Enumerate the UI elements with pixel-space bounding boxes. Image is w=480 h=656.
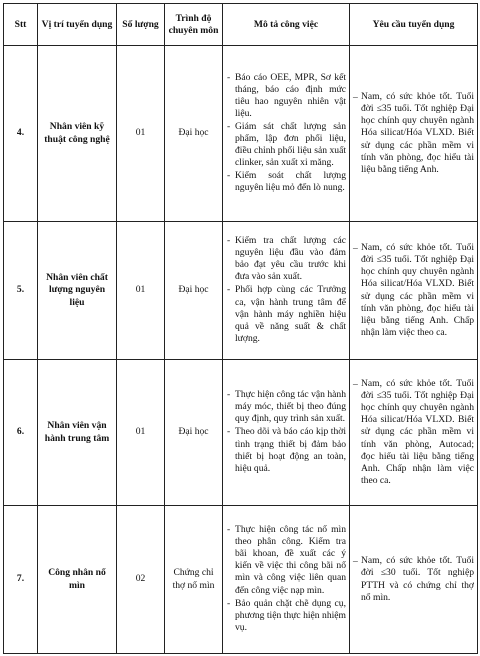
- header-quantity: Số lượng: [117, 4, 165, 46]
- row-level: Đại học: [165, 360, 223, 506]
- header-row: [4, 4, 478, 46]
- table-row: [4, 46, 478, 222]
- row-description: [223, 222, 350, 360]
- requirements-text: _ Nam, có sức khỏe tốt. Tuổi đời ≤35 tuổi. Tốt nghiệp Đại học chính quy chuyên ngành Hóa silicat/Hóa VLXD. Biết sử dụng các phần mềm vi tính văn phòng, Autocad; đọc hiểu tài liệu bằng tiếng Anh. Chấp nhận làm việc theo ca.: [353, 378, 474, 487]
- row-position: Nhân viên vận hành trung tâm: [38, 360, 117, 506]
- row-stt: 7.: [4, 506, 38, 654]
- header-description: Mô tả công việc: [223, 4, 350, 46]
- row-position: Nhân viên chất lượng nguyên liệu: [38, 222, 117, 360]
- description-item: - Báo cáo OEE, MPR, Sơ kết tháng, báo cáo định mức tiêu hao nguyên nhiên vật liệu.: [226, 72, 346, 120]
- row-quantity: 01: [117, 222, 165, 360]
- row-level: Đại học: [165, 46, 223, 222]
- row-requirements: [350, 506, 478, 654]
- row-position: Công nhân nổ mìn: [38, 506, 117, 654]
- row-stt: 4.: [4, 46, 38, 222]
- row-description: [223, 506, 350, 654]
- description-item: - Thực hiện công tác vận hành máy móc, thiết bị theo đúng quy định, quy trình sản xuất.: [226, 389, 346, 425]
- requirements-text: _ Nam, có sức khỏe tốt. Tuổi đời ≤35 tuổi. Tốt nghiệp Đại học chính quy chuyên ngành Hóa silicat/Hóa VLXD. Biết sử dụng các phần mềm vi tính văn phòng, đọc hiểu tài liệu bằng tiếng Anh. Chấp nhận làm việc theo ca.: [353, 242, 474, 339]
- table-row: [4, 360, 478, 506]
- requirements-text: _ Nam, có sức khỏe tốt. Tuổi đời ≤35 tuổi. Tốt nghiệp Đại học chính quy chuyên ngành Hóa silicat/Hóa VLXD. Biết sử dụng các phần mềm vi tính văn phòng, đọc hiểu tài liệu bằng tiếng Anh.: [353, 91, 474, 176]
- header-level: Trình độ chuyên môn: [165, 4, 223, 46]
- header-position: Vị trí tuyển dụng: [38, 4, 117, 46]
- description-item: - Giám sát chất lượng sản phẩm, lập đơn phối liệu, điều chỉnh phối liệu sản xuất clinker, sản xuất xi măng.: [226, 121, 346, 169]
- row-quantity: 01: [117, 360, 165, 506]
- row-quantity: 02: [117, 506, 165, 654]
- description-item: - Theo dõi và báo cáo kịp thời tình trạng thiết bị đảm bảo thiết bị hoạt động an toàn, hiệu quả.: [226, 426, 346, 474]
- row-requirements: [350, 222, 478, 360]
- row-requirements: [350, 46, 478, 222]
- header-requirements: Yêu cầu tuyển dụng: [350, 4, 478, 46]
- row-description: [223, 46, 350, 222]
- description-item: - Bảo quản chặt chẽ dụng cụ, phương tiện thực hiện nhiệm vụ.: [226, 598, 346, 634]
- row-position: Nhân viên kỹ thuật công nghệ: [38, 46, 117, 222]
- description-item: - Thực hiện công tác nổ mìn theo phân công. Kiểm tra bãi khoan, đề xuất các ý kiến về việc thi công bãi nổ mìn và công việc liên quan đến công việc nạp mìn.: [226, 524, 346, 596]
- table-row: [4, 506, 478, 654]
- recruitment-table: [3, 3, 478, 654]
- row-requirements: [350, 360, 478, 506]
- description-item: - Kiểm tra chất lượng các nguyên liệu đầu vào đảm bảo đạt yêu cầu trước khi đưa vào sản xuất.: [226, 235, 346, 283]
- table-row: [4, 222, 478, 360]
- requirements-text: _ Nam, có sức khỏe tốt. Tuổi đời ≤30 tuổi. Tốt nghiệp PTTH và có chứng chỉ thợ nổ mìn.: [353, 555, 474, 603]
- description-item: - Kiểm soát chất lượng nguyên liệu mỏ đến lò nung.: [226, 170, 346, 194]
- row-stt: 6.: [4, 360, 38, 506]
- row-description: [223, 360, 350, 506]
- row-level: Chứng chỉ thợ nổ mìn: [165, 506, 223, 654]
- row-stt: 5.: [4, 222, 38, 360]
- row-level: Đại học: [165, 222, 223, 360]
- row-quantity: 01: [117, 46, 165, 222]
- description-item: - Phối hợp cùng các Trưởng ca, vận hành trung tâm để vận hành máy nghiền hiệu quả về năng suất & chất lượng.: [226, 284, 346, 344]
- header-stt: Stt: [4, 4, 38, 46]
